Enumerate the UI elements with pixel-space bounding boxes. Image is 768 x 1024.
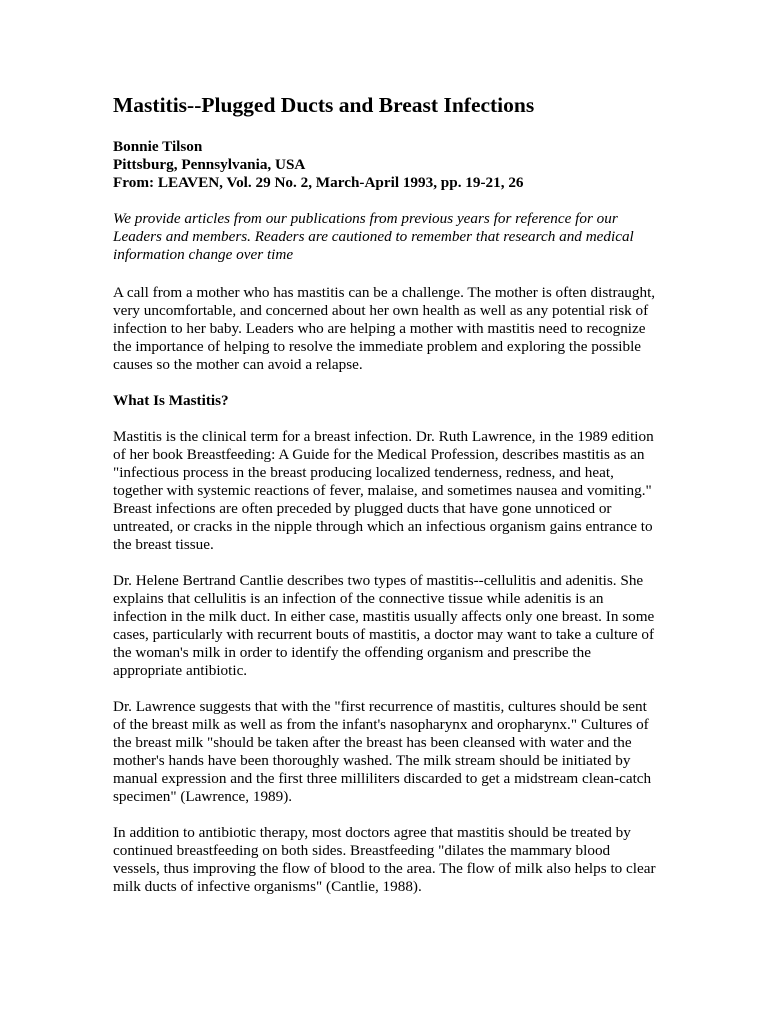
body-paragraph: In addition to antibiotic therapy, most doctors agree that mastitis should be treated by continued breastfeeding on both sides. Breastfeeding "dilates the mammary blood vessels, thus improving the flow of blood to the area. The flow of milk also helps to clear milk ducts of infective organisms" (Cantlie, 1988). — [113, 824, 656, 895]
source-citation: From: LEAVEN, Vol. 29 No. 2, March-April 1993, pp. 19-21, 26 — [113, 174, 524, 191]
article-title: Mastitis--Plugged Ducts and Breast Infections — [113, 93, 535, 117]
archive-notice: We provide articles from our publications from previous years for reference for our Leaders and members. Readers are cautioned to remember that research and medical information change over time — [113, 210, 634, 263]
article-meta — [113, 138, 658, 192]
author-name: Bonnie Tilson — [113, 138, 203, 155]
body-paragraph: Dr. Lawrence suggests that with the "first recurrence of mastitis, cultures should be sent of the breast milk as well as from the infant's nasopharynx and oropharynx." Cultures of the breast milk "should be taken after the breast has been cleansed with water and the mother's hands have been thoroughly washed. The milk stream should be initiated by manual expression and the first three milliliters discarded to get a midstream clean-catch specimen" (Lawrence, 1989). — [113, 698, 652, 805]
section-heading: What Is Mastitis? — [113, 392, 229, 409]
document-page — [113, 92, 658, 914]
body-paragraph: Mastitis is the clinical term for a breast infection. Dr. Ruth Lawrence, in the 1989 edition of her book Breastfeeding: A Guide for the Medical Profession, describes mastitis as an "infectious process in the breast producing localized tenderness, redness, and heat, together with systemic reactions of fever, malaise, and sometimes nausea and vomiting." Breast infections are often preceded by plugged ducts that have gone unnoticed or untreated, or cracks in the nipple through which an infectious organism gains entrance to the breast tissue. — [113, 428, 654, 553]
author-location: Pittsburg, Pennsylvania, USA — [113, 156, 306, 173]
intro-paragraph: A call from a mother who has mastitis can be a challenge. The mother is often distraught, very uncomfortable, and concerned about her own health as well as any potential risk of infection to her baby. Leaders who are helping a mother with mastitis need to recognize the importance of helping to resolve the immediate problem and exploring the possible causes so the mother can avoid a relapse. — [113, 284, 656, 373]
body-paragraph: Dr. Helene Bertrand Cantlie describes two types of mastitis--cellulitis and adenitis. She explains that cellulitis is an infection of the connective tissue while adenitis is an infection in the milk duct. In either case, mastitis usually affects only one breast. In some cases, particularly with recurrent bouts of mastitis, a doctor may want to take a culture of the woman's milk in order to identify the offending organism and prescribe the appropriate antibiotic. — [113, 572, 655, 679]
